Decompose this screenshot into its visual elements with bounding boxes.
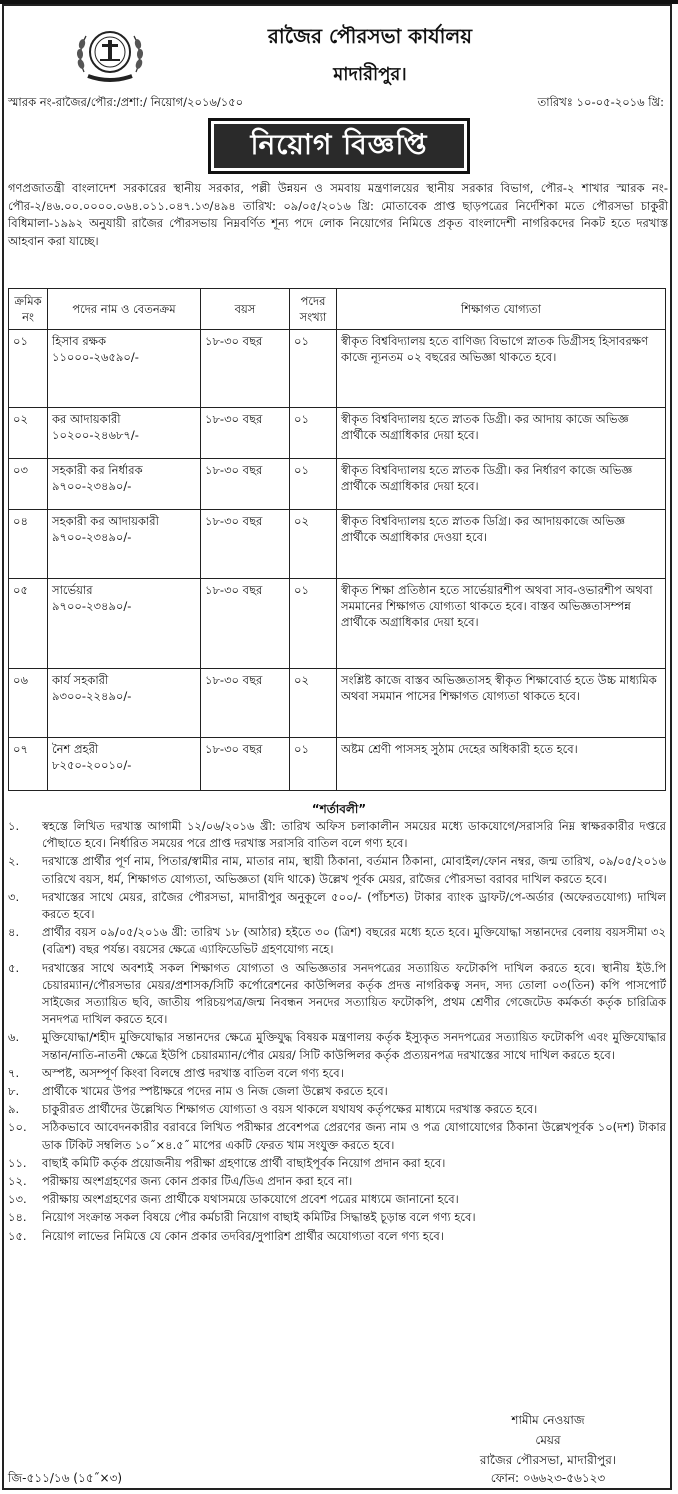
post-name: সার্ভেয়ার: [52, 583, 93, 597]
post-name: সহকারী কর নির্ধারক: [52, 463, 143, 477]
pay-scale: ৯৭০০-২৩৪৯০/-: [52, 599, 132, 613]
signer-name: শামীম নেওয়াজ: [511, 1413, 585, 1427]
list-item: [8, 1119, 666, 1153]
term-text: স্বহস্তে লিখিত দরখাস্ত আগামী ১২/০৬/২০১৬ খ্রী: তারিখ অফিস চলাকালীন সময়ের মধ্যে ডাকযোগে/সরাসরি নিম্ন স্বাক্ষরকারীর দপ্তরে পৌছাতে হবে। নির্ধারিত সময়ের পরে প্রাপ্ত দরখাস্ত সরাসরি বাতিল বলে গণ্য হবে।: [42, 819, 666, 851]
term-number: ১২.: [8, 1174, 27, 1189]
term-number: ১১.: [8, 1155, 27, 1170]
district-name: মাদারীপুর।: [333, 64, 407, 85]
cell-serial: ০১: [9, 330, 48, 408]
term-number: ১০.: [8, 1120, 27, 1135]
term-text: প্রার্থীর বয়স ০৯/০৫/২০১৬ খ্রী: তারিখ ১৮ (আঠার) হইতে ৩০ (ত্রিশ) বছরের মধ্যে হতে হবে। মুক্তিযোদ্ধা সন্তানদের বেলায় বয়সসীমা ৩২ (বত্রিশ) বছর পর্যন্ত। বয়সের ক্ষেত্রে এ্যাফিডেভিট গ্রহণযোগ্য নহে।: [42, 925, 666, 957]
term-text: বাছাই কমিটি কর্তৃক প্রয়োজনীয় পরীক্ষা গ্রহণান্তে প্রার্থী বাছাইপূর্বক নিয়োগ প্রদান করা হবে।: [42, 1155, 446, 1170]
cell-serial: ০৬: [9, 669, 48, 738]
cell-post: [48, 738, 201, 791]
cell-post: [48, 459, 201, 510]
pay-scale: ১০২০০-২৪৬৮৭/-: [52, 428, 139, 442]
term-number: ১৪.: [8, 1210, 27, 1225]
cell-age: ১৮-৩০ বছর: [201, 579, 290, 669]
table-row: [9, 408, 666, 459]
cell-serial: ০৪: [9, 510, 48, 579]
table-row: [9, 330, 666, 408]
list-item: [8, 1155, 666, 1172]
list-item: [8, 1209, 666, 1226]
list-item: [8, 1191, 666, 1208]
terms-heading: “শর্তাবলী”: [311, 802, 367, 816]
term-text: নিয়োগ সংক্রান্ত সকল বিষয়ে পৌর কর্মচারী নিয়োগ বাছাই কমিটির সিদ্ধান্তই চূড়ান্ত বলে গণ্য হবে।: [42, 1210, 476, 1225]
table-row: [9, 669, 666, 738]
term-text: সঠিকভাবে আবেদনকারীর বরাবরে লিখিত পরীক্ষার প্রবেশপত্র প্রেরণের জন্য নাম ও পত্র যোগাযোগের ঠিকানা উল্লেখপূর্বক ১০(দশ) টাকার ডাক টিকিট সম্বলিত ১০˝×৪.৫˝ মাপের একটি ফেরত খাম সংযুক্ত করতে হবে।: [42, 1120, 666, 1152]
cell-post: [48, 408, 201, 459]
col-qualification: শিক্ষাগত যোগ্যতা: [337, 289, 666, 330]
col-age: বয়স: [201, 289, 290, 330]
term-number: ২.: [8, 854, 20, 869]
cell-qualification: স্বীকৃত বিশ্ববিদ্যালয় হতে স্নাতক ডিগ্রী। কর আদায় কাজে অভিজ্ঞ প্রার্থীকে অগ্রাধিকার দেয়া হবে।: [337, 408, 666, 459]
cell-qualification: স্বীকৃত শিক্ষা প্রতিষ্ঠান হতে সার্ভেয়ারশীপ অথবা সাব-ওভারশীপ অথবা সমমানের শিক্ষাগত যোগ্যতা থাকতে হবে। বাস্তব অভিজ্ঞতাসম্পন্ন প্রার্থীকে অগ্রাধিকার দেয়া হবে।: [337, 579, 666, 669]
post-name: সহকারী কর আদায়কারী: [52, 514, 159, 528]
table-row: [9, 738, 666, 791]
cell-age: ১৮-৩০ বছর: [201, 669, 290, 738]
post-name: কার্য সহকারী: [52, 673, 109, 687]
term-number: ৬.: [8, 1030, 20, 1045]
cell-post: [48, 579, 201, 669]
list-item: [8, 818, 666, 852]
list-item: [8, 889, 666, 923]
term-text: পরীক্ষায় অংশগ্রহণের জন্য প্রার্থীকে যথাসময়ে ডাকযোগে প্রবেশ পত্রের মাধ্যমে জানানো হবে।: [42, 1192, 459, 1207]
term-number: ১৩.: [8, 1192, 27, 1207]
cell-serial: ০৩: [9, 459, 48, 510]
cell-age: ১৮-৩০ বছর: [201, 408, 290, 459]
cell-age: ১৮-৩০ বছর: [201, 330, 290, 408]
ad-reference-code: জি-৫১১/১৬ (১৫˝×৩): [8, 1471, 123, 1485]
cell-count: ০১: [290, 738, 337, 791]
term-text: অস্পষ্ট, অসম্পূর্ণ কিংবা বিলম্বে প্রাপ্ত দরখাস্ত বাতিল বলে গণ্য হবে।: [42, 1065, 344, 1080]
list-item: [8, 1228, 666, 1245]
table-row: [9, 510, 666, 579]
term-number: ৩.: [8, 889, 20, 904]
memo-number: স্মারক নং-রাজৈর/পৌর:/প্রশা:/ নিয়োগ/২০১৬/১৫০: [8, 95, 244, 109]
cell-count: ০২: [290, 510, 337, 579]
col-count: পদের সংখ্যা: [290, 289, 337, 330]
list-item: [8, 960, 666, 1029]
list-item: [8, 1101, 666, 1118]
list-item: [8, 1083, 666, 1100]
table-header-row: [9, 289, 666, 330]
col-post: পদের নাম ও বেতনক্রম: [48, 289, 201, 330]
office-name: রাজৈর পৌরসভা কার্যালয়: [267, 24, 473, 48]
post-name: নৈশ প্রহরী: [52, 742, 99, 756]
cell-age: ১৮-৩০ বছর: [201, 510, 290, 579]
cell-serial: ০৫: [9, 579, 48, 669]
cell-count: ০১: [290, 459, 337, 510]
cell-count: ০২: [290, 669, 337, 738]
col-serial: ক্রমিক নং: [9, 289, 48, 330]
cell-qualification: স্বীকৃত বিশ্ববিদ্যালয় হতে স্নাতক ডিগ্রি। কর আদায়কাজে অভিজ্ঞ প্রার্থীকে অগ্রাধিকার দেওয়া হবে।: [337, 510, 666, 579]
cell-post: [48, 510, 201, 579]
cell-qualification: অষ্টম শ্রেণী পাসসহ সুঠাম দেহের অধিকারী হতে হবে।: [337, 738, 666, 791]
pay-scale: ১১০০০-২৬৫৯০/-: [52, 350, 139, 364]
post-name: হিসাব রক্ষক: [52, 334, 107, 348]
cell-count: ০১: [290, 579, 337, 669]
list-item: [8, 924, 666, 958]
cell-qualification: সংশ্লিষ্ট কাজে বাস্তব অভিজ্ঞতাসহ স্বীকৃত শিক্ষাবোর্ড হতে উচ্চ মাধ্যমিক অথবা সমমান পাসের শিক্ষাগত যোগ্যতা থাকতে হবে।: [337, 669, 666, 738]
term-text: দরখাস্তে প্রার্থীর পূর্ণ নাম, পিতার/স্বামীর নাম, মাতার নাম, স্থায়ী ঠিকানা, বর্তমান ঠিকানা, মোবাইল/ফোন নম্বর, জন্ম তারিখ, ০৯/০৫/২০১৬ তারিখে বয়স, ধর্ম, শিক্ষাগত যোগ্যতা, অভিজ্ঞতা (যদি থাকে) উল্লেখ পূর্বক মেয়র, রাজৈর পৌরসভা বরাবর দাখিল করতে হবে।: [42, 854, 666, 886]
notice-title: নিয়োগ বিজ্ঞপ্তি: [214, 124, 464, 168]
table-row: [9, 459, 666, 510]
signer-designation: মেয়র: [535, 1433, 561, 1447]
term-text: প্রার্থীকে খামের উপর স্পষ্টাক্ষরে পদের নাম ও নিজ জেলা উল্লেখ করতে হবে।: [42, 1084, 388, 1099]
term-text: দরখাস্তের সাথে অবশ্যই সকল শিক্ষাগত যোগ্যতা ও অভিজ্ঞতার সনদপত্রের সত্যায়িত ফটোকপি দাখিল করতে হবে। স্থানীয় ইউ.পি চেয়ারম্যান/পৌরসভার মেয়র/প্রশাসক/সিটি কর্পোরেশনের কাউন্সিলর কর্তৃক প্রদত্ত নাগরিকত্ব সনদ, সদ্য তোলা ০৩(তিন) কপি পাসপোর্ট সাইজের সত্যায়িত ছবি, জাতীয় পরিচয়পত্র/জন্ম নিবন্ধন সনদের সত্যায়িত ফটোকপি, প্রথম শ্রেণীর গেজেটেড কর্মকর্তা কর্তৃক চারিত্রিক সনদপত্র দাখিল করতে হবে।: [42, 960, 666, 1027]
term-text: নিয়োগ লাভের নিমিত্তে যে কোন প্রকার তদবির/সুপারিশ প্রার্থীর অযোগ্যতা বলে গণ্য হবে।: [42, 1228, 444, 1243]
cell-age: ১৮-৩০ বছর: [201, 459, 290, 510]
term-text: পরীক্ষায় অংশগ্রহণের জন্য কোন প্রকার টিএ/ডিএ প্রদান করা হবে না।: [42, 1174, 353, 1189]
term-number: ৫.: [8, 960, 20, 975]
terms-list: [8, 818, 666, 1246]
title-banner: [208, 118, 470, 174]
cell-qualification: স্বীকৃত বিশ্ববিদ্যালয় হতে বাণিজ্য বিভাগে স্নাতক ডিগ্রীসহ হিসাবরক্ষণ কাজে ন্যূনতম ০২ বছরের অভিজ্ঞা থাকতে হবে।: [337, 330, 666, 408]
term-number: ১.: [8, 819, 20, 833]
cell-count: ০১: [290, 330, 337, 408]
cell-age: ১৮-৩০ বছর: [201, 738, 290, 791]
list-item: [8, 1173, 666, 1190]
list-item: [8, 853, 666, 887]
term-number: ৮.: [8, 1084, 20, 1099]
post-name: কর আদায়কারী: [52, 412, 121, 426]
pay-scale: ৯৭০০-২৩৪৯০/-: [52, 479, 132, 493]
cell-serial: ০২: [9, 408, 48, 459]
pay-scale: ৯৩০০-২২৪৯০/-: [52, 689, 132, 703]
term-number: ৭.: [8, 1065, 20, 1080]
term-number: ৪.: [8, 925, 20, 940]
contact-phone: ফোন: ০৬৬২৩-৫৬১২৩: [490, 1471, 606, 1485]
municipality-seal-icon: [74, 24, 146, 86]
notice-date: তারিখঃ ১০-০৫-২০১৬ খ্রি:: [537, 95, 664, 109]
cell-post: [48, 669, 201, 738]
cell-post: [48, 330, 201, 408]
signer-organization: রাজৈর পৌরসভা, মাদারীপুর।: [479, 1453, 617, 1467]
table-row: [9, 579, 666, 669]
pay-scale: ৯৭০০-২৩৪৯০/-: [52, 530, 132, 544]
list-item: [8, 1029, 666, 1063]
intro-paragraph: গণপ্রজাতন্ত্রী বাংলাদেশ সরকারের স্থানীয় সরকার, পল্লী উন্নয়ন ও সমবায় মন্ত্রণালয়ের স্থানীয় সরকার বিভাগ, পৌর-২ শাখার স্মারক নং-পৌর-২/৪৬.০০.০০০০.০৬৪.০১১.০৪৭.১৩/৪৯৪ তারিখ: ০৯/০৫/২০১৬ খ্রি: মোতাবেক প্রাপ্ত ছাড়পত্রের নির্দেশিকা মতে পৌরসভা চাকুরী বিধিমালা-১৯৯২ অনুযায়ী রাজৈর পৌরসভায় নিম্নবর্ণিত শূন্য পদে লোক নিয়োগের নিমিত্তে প্রকৃত বাংলাদেশী নাগরিকদের নিকট হতে দরখাস্ত আহবান করা যাচ্ছে।: [8, 181, 668, 248]
cell-serial: ০৭: [9, 738, 48, 791]
cell-count: ০১: [290, 408, 337, 459]
vacancy-table: [8, 288, 666, 791]
term-number: ১৫.: [8, 1228, 27, 1243]
term-text: দরখাস্তের সাথে মেয়র, রাজৈর পৌরসভা, মাদারীপুর অনুকূলে ৫০০/- (পাঁচশত) টাকার ব্যাংক ড্রাফট/পে-অর্ডার (অফেরতযোগ্য) দাখিল করতে হবে।: [42, 889, 666, 922]
pay-scale: ৮২৫০-২০০১০/-: [52, 758, 132, 772]
term-number: ৯.: [8, 1102, 20, 1117]
term-text: চাকুরীরত প্রার্থীদের উল্লেখিত শিক্ষাগত যোগ্যতা ও বয়স থাকলে যথাযথ কর্তৃপক্ষের মাধ্যমে দরখাস্ত করতে হবে।: [42, 1102, 538, 1117]
cell-qualification: স্বীকৃত বিশ্ববিদ্যালয় হতে স্নাতক ডিগ্রী। কর নির্ধারণ কাজে অভিজ্ঞ প্রার্থীকে অগ্রাধিকার দেয়া হবে।: [337, 459, 666, 510]
list-item: [8, 1065, 666, 1082]
term-text: মুক্তিযোদ্ধা/শহীদ মুক্তিযোদ্ধার সন্তানদের ক্ষেত্রে মুক্তিযুদ্ধ বিষয়ক মন্ত্রণালয় কর্তৃক ইস্যুকৃত সনদপত্রের সত্যায়িত ফটোকপি এবং মুক্তিযোদ্ধার সন্তান/নাতি-নাতনী ক্ষেত্রে ইউপি চেয়ারম্যান/পৌর মেয়র/ সিটি কাউন্সিলর কর্তৃক প্রত্যয়নপত্র দরখাস্তের সাথে দাখিল করতে হবে।: [42, 1030, 666, 1062]
